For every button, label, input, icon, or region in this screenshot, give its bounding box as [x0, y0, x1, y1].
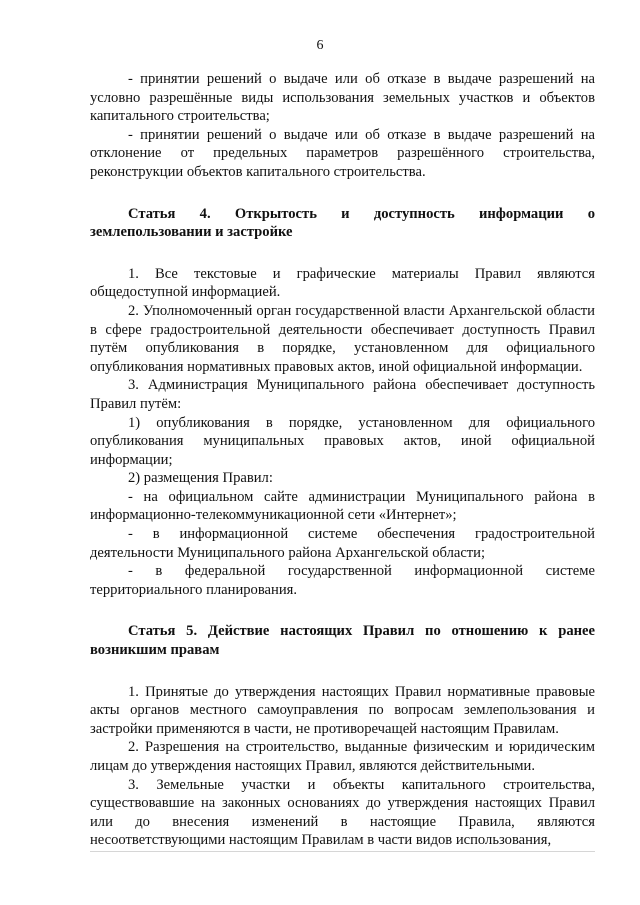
paragraph: 2. Уполномоченный орган государственной власти Архангельской области в сфере градостроительной деятельности обеспечивает доступность Правил путём опубликования в порядке, установленном для официального опубликования нормативных правовых актов, иной официальной информации. [90, 302, 595, 375]
paragraph: 2. Разрешения на строительство, выданные физическим и юридическим лицам до утверждения настоящих Правил, являются действительными. [90, 739, 595, 774]
document-body [90, 70, 595, 850]
paragraph: 2) размещения Правил: [128, 470, 273, 487]
page-number: 6 [316, 38, 324, 53]
article-5-heading: Статья 5. Действие настоящих Правил по отношению к ранее возникшим правам [90, 623, 595, 659]
paragraph: 3. Земельные участки и объекты капитального строительства, существовавшие на законных основаниях до утверждения настоящих Правил или до внесения изменений в настоящие Правила, являются несоответствующими настоящим Правилам в части видов использования, [90, 776, 595, 849]
paragraph: - принятии решений о выдаче или об отказе в выдаче разрешений на условно разрешённые виды использования земельных участков и объектов капитального строительства; [90, 71, 595, 125]
paragraph: 1. Все текстовые и графические материалы Правил являются общедоступной информацией. [90, 265, 595, 301]
paragraph: - в информационной системе обеспечения градостроительной деятельности Муниципального района Архангельской области; [90, 526, 595, 561]
footer-divider [90, 851, 595, 852]
paragraph: - в федеральной государственной информационной системе территориального планирования. [90, 563, 595, 598]
paragraph: 1. Принятые до утверждения настоящих Правил нормативные правовые акты органов местного самоуправления по вопросам землепользования и застройки применяются в части, не противоречащей настоящим Правилам. [90, 683, 595, 737]
paragraph: - на официальном сайте администрации Муниципального района в информационно-телекоммуникационной сети «Интернет»; [90, 488, 595, 524]
paragraph: 1) опубликования в порядке, установленном для официального опубликования муниципальных правовых актов, иной официальной информации; [90, 414, 595, 468]
article-4-heading: Статья 4. Открытость и доступность информации о землепользовании и застройке [90, 205, 595, 241]
paragraph: - принятии решений о выдаче или об отказе в выдаче разрешений на отклонение от предельных параметров разрешённого строительства, реконструкции объектов капитального строительства. [90, 126, 595, 180]
paragraph: 3. Администрация Муниципального района обеспечивает доступность Правил путём: [90, 377, 595, 412]
